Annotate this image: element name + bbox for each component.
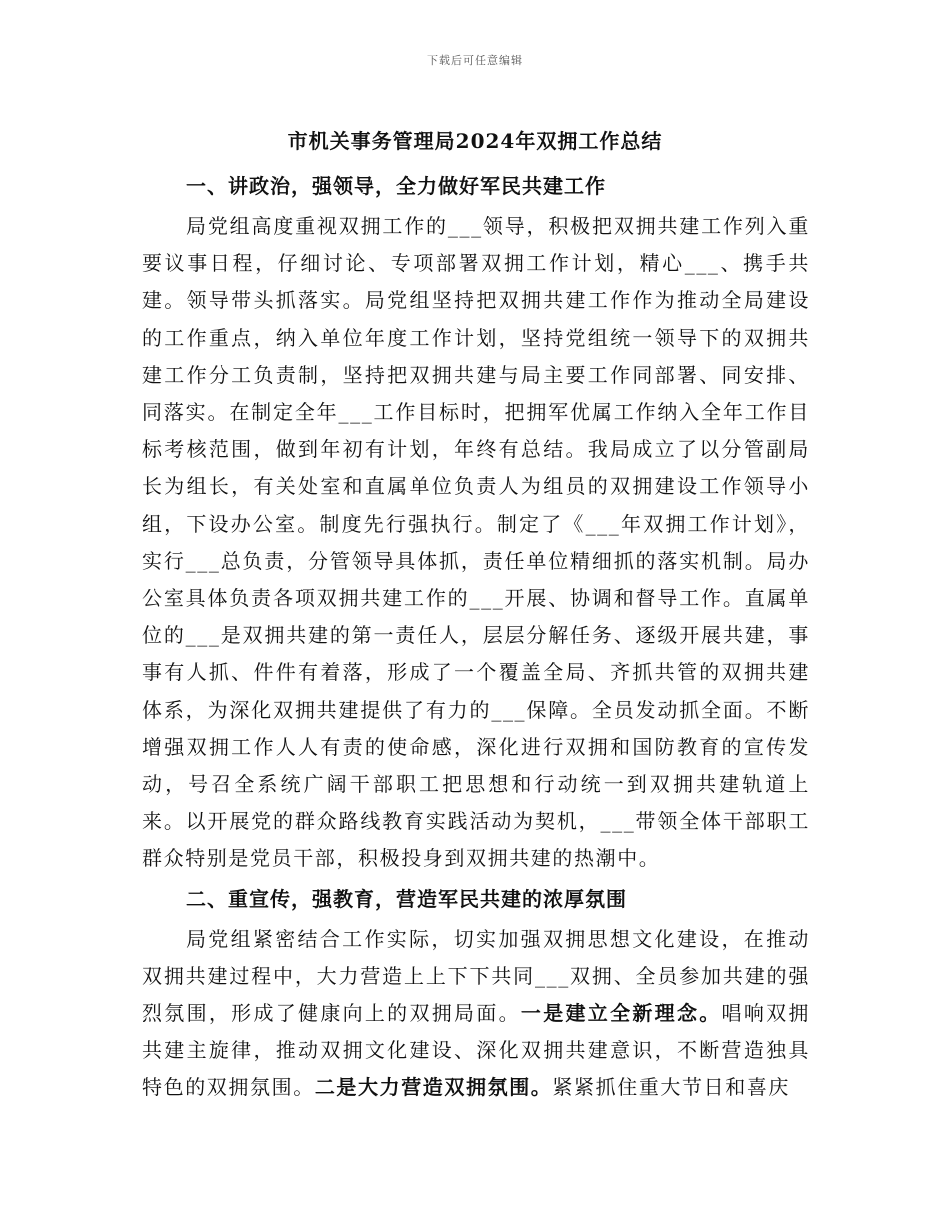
section-2-text-2: 唱响双拥共建主旋律，推动双拥文化建设、深化双拥共建意识，不断营造独具特色的双拥氛围。 <box>142 1001 810 1100</box>
section-2-heading: 二、重宣传，强教育，营造军民共建的浓厚氛围 <box>186 886 627 911</box>
section-2-text-3: 紧紧抓住重大节日和喜庆 <box>552 1075 791 1100</box>
section-2-text-1: 局党组紧密结合工作实际，切实加强双拥思想文化建设，在推动双拥共建过程中，大力营造上上下下共同___双拥、全员参加共建的强烈氛围，形成了健康向上的双拥局面。 <box>142 926 810 1026</box>
section-1-heading: 一、讲政治，强领导，全力做好军民共建工作 <box>186 174 606 198</box>
document-body <box>142 165 810 1107</box>
section-2-paragraph <box>142 921 810 1107</box>
document-title: 市机关事务管理局2024年双拥工作总结 <box>287 129 663 153</box>
section-2-point-2: 二是大力营造双拥氛围。 <box>314 1075 553 1100</box>
section-1-paragraph: 局党组高度重视双拥工作的___领导，积极把双拥共建工作列入重要议事日程，仔细讨论、专项部署双拥工作计划，精心___、携手共建。领导带头抓落实。局党组坚持把双拥共建工作作为推动全局建设的工作重点，纳入单位年度工作计划，坚持党组统一领导下的双拥共建工作分工负责制，坚持把双拥共建与局主要工作同部署、同安排、同落实。在制定全年___工作目标时，把拥军优属工作纳入全年工作目标考核范围，做到年初有计划，年终有总结。我局成立了以分管副局长为组长，有关处室和直属单位负责人为组员的双拥建设工作领导小组，下设办公室。制度先行强执行。制定了《___年双拥工作计划》，实行___总负责，分管领导具体抓，责任单位精细抓的落实机制。局办公室具体负责各项双拥共建工作的___开展、协调和督导工作。直属单位的___是双拥共建的第一责任人，层层分解任务、逐级开展共建，事事有人抓、件件有着落，形成了一个覆盖全局、齐抓共管的双拥共建体系，为深化双拥共建提供了有力的___保障。全员发动抓全面。不断增强双拥工作人人有责的使命感，深化进行双拥和国防教育的宣传发动，号召全系统广阔干部职工把思想和行动统一到双拥共建轨道上来。以开展党的群众路线教育实践活动为契机，___带领全体干部职工群众特别是党员干部，积极投身到双拥共建的热潮中。 <box>142 214 810 871</box>
header-note: 下载后可任意编辑 <box>427 54 523 67</box>
section-2-point-1: 一是建立全新理念。 <box>520 1001 722 1026</box>
